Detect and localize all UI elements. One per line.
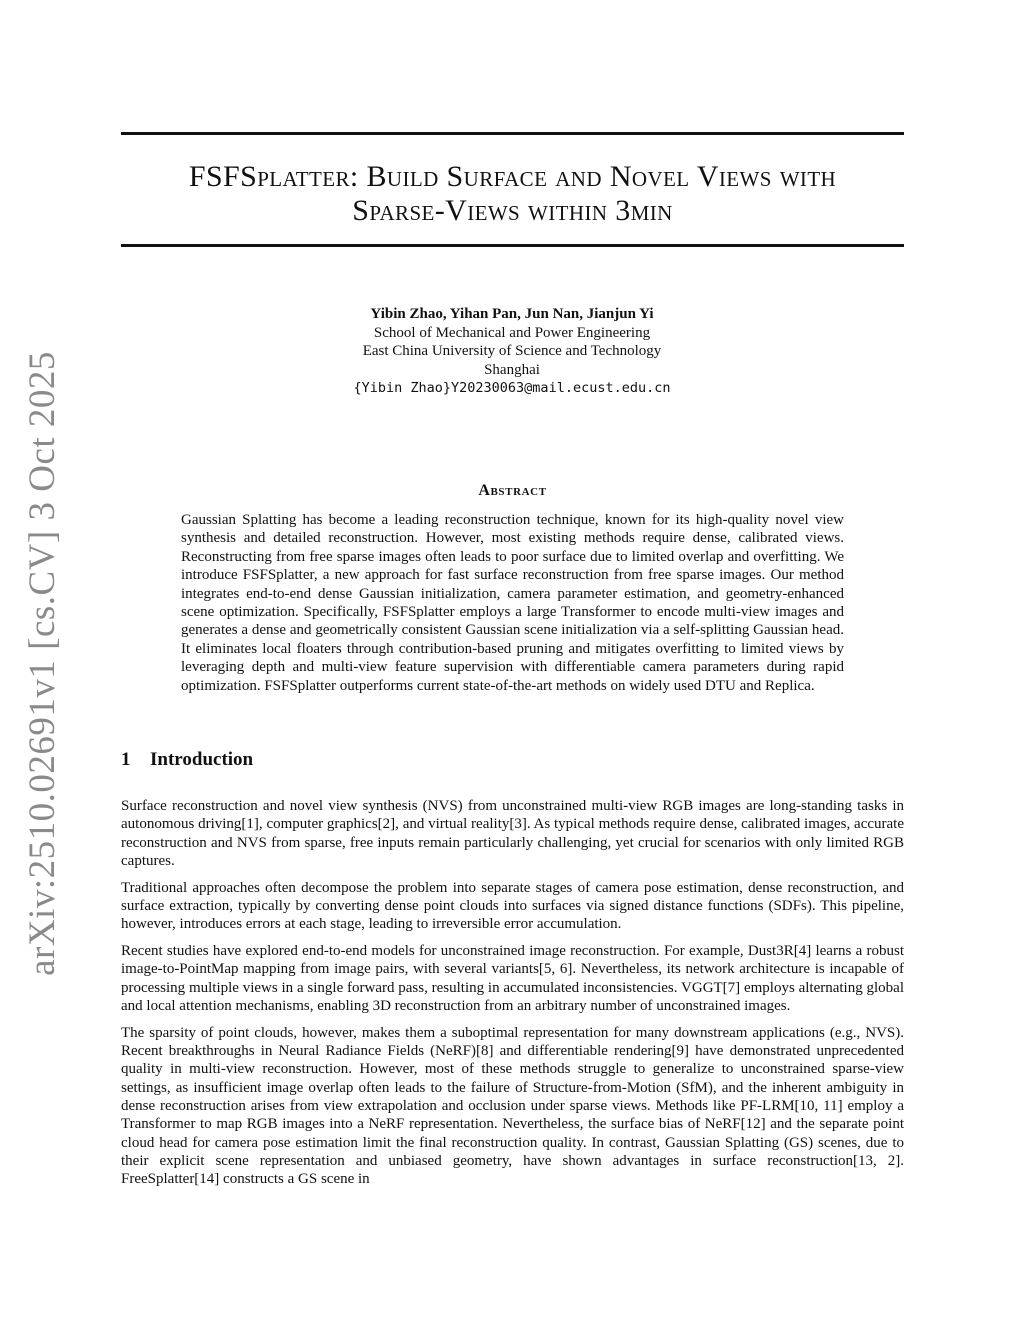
author-block <box>262 305 762 398</box>
body-paragraph: Recent studies have explored end-to-end models for unconstrained image reconstruction. For example, Dust3R[4] learns a robust image-to-PointMap mapping from image pairs, with several variants[5, 6]. Nevertheless, its network architecture is incapable of processing multiple views in a single forward pass, resulting in accumulated inconsistencies. VGGT[7] employs alternating global and local attention mechanisms, enabling 3D reconstruction from an arbitrary number of unconstrained images. <box>121 943 904 1014</box>
section-heading-introduction <box>121 748 721 772</box>
section-title: Introduction <box>150 749 254 770</box>
title-rule-top <box>121 132 904 135</box>
author-names: Yibin Zhao, Yihan Pan, Jun Nan, Jianjun Yi <box>370 306 654 322</box>
paper-title <box>121 160 904 228</box>
section-number: 1 <box>121 749 131 770</box>
body-paragraph: Traditional approaches often decompose the problem into separate stages of camera pose estimation, dense reconstruction, and surface extraction, typically by converting dense point clouds into surfaces via signed distance functions (SDFs). This pipeline, however, introduces errors at each stage, leading to irreversible error accumulation. <box>121 879 904 933</box>
abstract-heading: Abstract <box>478 482 547 499</box>
paper-title-line-2: Sparse-Views within 3min <box>352 194 673 227</box>
author-email: {Yibin Zhao}Y20230063@mail.ecust.edu.cn <box>353 380 671 396</box>
paper-title-line-1: FSFSplatter: Build Surface and Novel Views with <box>188 160 837 193</box>
abstract-text: Gaussian Splatting has become a leading reconstruction technique, known for its high-quality novel view synthesis and detailed reconstruction. However, most existing methods require dense, calibrated views. Reconstructing from free sparse images often leads to poor surface due to limited overlap and overfitting. We introduce FSFSplatter, a new approach for fast surface reconstruction from free sparse images. Our method integrates end-to-end dense Gaussian initialization, camera parameter estimation, and geometry-enhanced scene optimization. Specifically, FSFSplatter employs a large Transformer to encode multi-view images and generates a dense and geometrically consistent Gaussian scene initialization via a self-splitting Gaussian head. It eliminates local floaters through contribution-based pruning and mitigates overfitting to limited views by leveraging depth and multi-view feature supervision with differentiable camera parameters during rapid optimization. FSFSplatter outperforms current state-of-the-art methods on widely used DTU and Replica. <box>181 512 844 694</box>
author-location: Shanghai <box>484 361 540 378</box>
body-paragraph: The sparsity of point clouds, however, makes them a suboptimal representation for many downstream applications (e.g., NVS). Recent breakthroughs in Neural Radiance Fields (NeRF)[8] and differentiable rendering[9] have demonstrated unprecedented quality in multi-view reconstruction. However, most of these methods struggle to generalize to unconstrained sparse-view settings, as insufficient image overlap often leads to the failure of Structure-from-Motion (SfM), and the inherent ambiguity in dense reconstruction arises from view extrapolation and occlusion under sparse views. Methods like PF-LRM[10, 11] employ a Transformer to map RGB images into a NeRF representation. Nevertheless, the surface bias of NeRF[12] and the separate point cloud head for camera pose estimation limit the final reconstruction quality. In contrast, Gaussian Splatting (GS) scenes, due to their explicit scene representation and unbiased geometry, have shown advantages in surface reconstruction[13, 2]. FreeSplatter[14] constructs a GS scene in <box>121 1024 904 1188</box>
author-affiliation-school: School of Mechanical and Power Engineering <box>373 324 651 341</box>
title-rule-bottom <box>121 244 904 247</box>
body-paragraph: Surface reconstruction and novel view synthesis (NVS) from unconstrained multi-view RGB images are long-standing tasks in autonomous driving[1], computer graphics[2], and virtual reality[3]. As typical methods require dense, calibrated images, accurate reconstruction and NVS from sparse, free inputs remain particularly challenging, yet crucial for scenarios with only limited RGB captures. <box>121 798 904 869</box>
arxiv-identifier-text: arXiv:2510.02691v1 [cs.CV] 3 Oct 2025 <box>21 350 63 976</box>
arxiv-identifier-stamp <box>17 350 67 976</box>
introduction-body <box>121 797 904 1197</box>
author-affiliation-university: East China University of Science and Technology <box>362 343 662 359</box>
